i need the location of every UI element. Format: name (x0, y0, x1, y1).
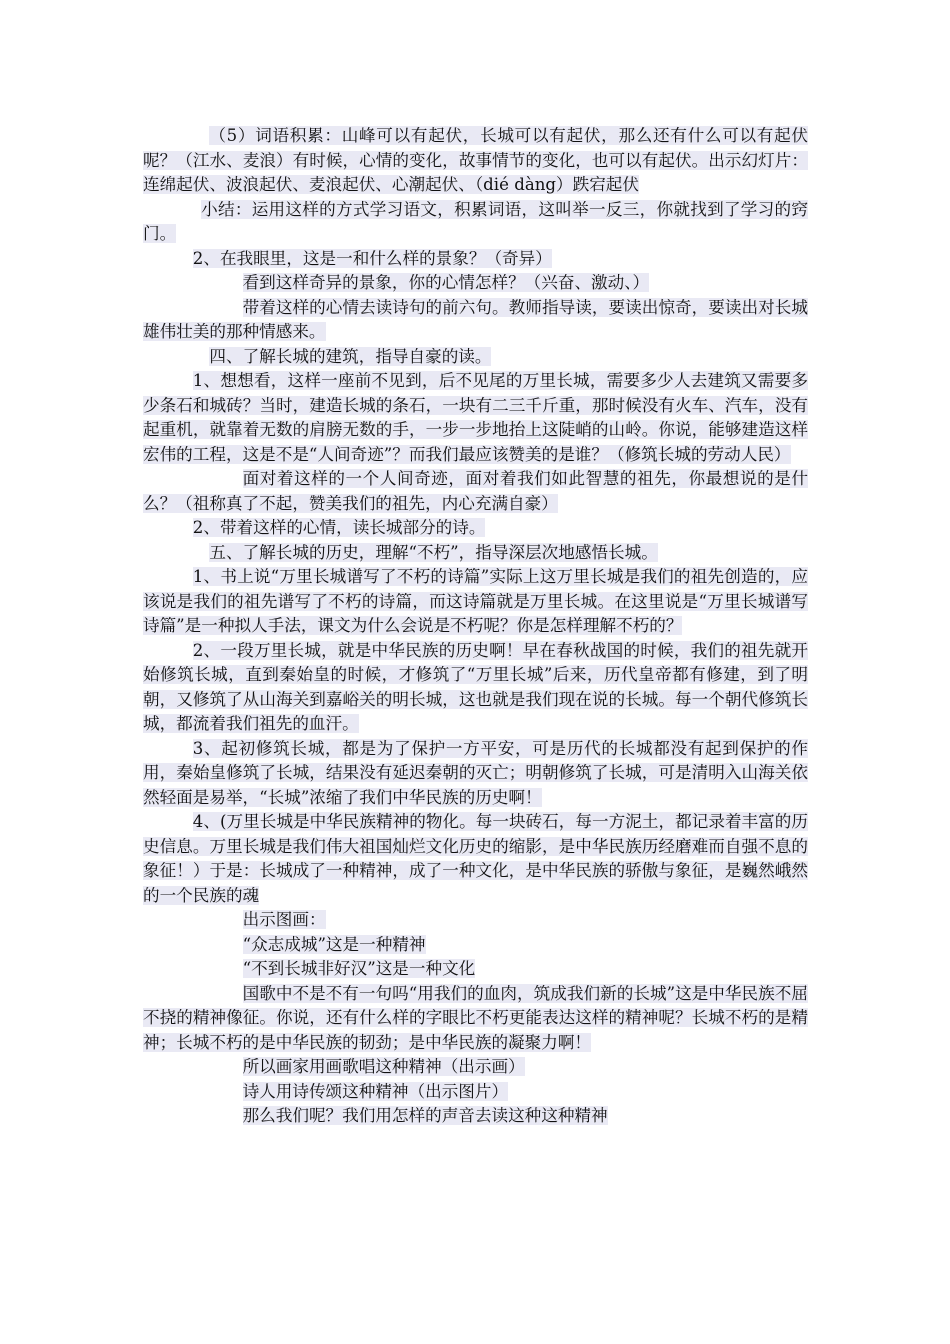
paragraph-summary: 小结：运用这样的方式学习语文，积累词语，这叫举一反三，你就找到了学习的窍门。 (143, 199, 808, 243)
section-heading-4: 四、了解长城的建筑，指导自豪的读。 (209, 346, 492, 366)
paragraph-anthem: 国歌中不是不有一句吗“用我们的血肉，筑成我们新的长城”这是中华民族不屈不挠的精神像征。你说，还有什么样的字眼比不朽更能表达这样的精神呢？长城不朽的是精神；长城不朽的是中华民族的韧劲；是中华民族的凝聚力啊！ (143, 983, 808, 1052)
paragraph-closing-question: 那么我们呢？我们用怎样的声音去读这种这种精神 (242, 1106, 608, 1125)
paragraph-history-1: 1、书上说“万里长城谱写了不朽的诗篇”实际上这万里长城是我们的祖先创造的，应该说是我们的祖先谱写了不朽的诗篇，而这诗篇就是万里长城。在这里说是“万里长城谱写诗篇”是一种拟人手法，课文为什么会说是不朽呢？你是怎样理解不朽的？ (143, 567, 808, 635)
paragraph-word-accumulation: （5）词语积累：山峰可以有起伏，长城可以有起伏，那么还有什么可以有起伏呢？（江水、麦浪）有时候，心情的变化，故事情节的变化，也可以有起伏。出示幻灯片：连绵起伏、波浪起伏、麦浪起伏、心潮起伏、（dié dàng）跌宕起伏 (143, 126, 808, 194)
paragraph-history-2: 2、一段万里长城，就是中华民族的历史啊！早在春秋战国的时候，我们的祖先就开始修筑长城，直到秦始皇的时候，才修筑了“万里长城”后来，历代皇帝都有修建，到了明朝，又修筑了从山海关到嘉峪关的明长城，这也就是我们现在说的长城。每一个朝代修筑长城，都流着我们祖先的血汗。 (143, 640, 808, 733)
document-body (143, 124, 808, 1129)
paragraph-miracle: 面对着这样的一个人间奇迹，面对着我们如此智慧的祖先，你最想说的是什么？（祖称真了不起，赞美我们的祖先，内心充满自豪） (143, 469, 808, 513)
paragraph-question-2: 2、在我眼里，这是一和什么样的景象？（奇异） (192, 248, 552, 268)
paragraph-feeling: 看到这样奇异的景象，你的心情怎样？（兴奋、激动、） (242, 273, 650, 292)
paragraph-culture: “不到长城非好汉”这是一种文化 (242, 959, 476, 978)
section-heading-5: 五、了解长城的历史，理解“不朽”，指导深层次地感悟长城。 (209, 542, 658, 562)
paragraph-spirit: “众志成城”这是一种精神 (242, 934, 426, 954)
paragraph-poet: 诗人用诗传颂这种精神（出示图片） (242, 1081, 509, 1101)
paragraph-history-3: 3、起初修筑长城，都是为了保护一方平安，可是历代的长城都没有起到保护的作用，秦始皇修筑了长城，结果没有延迟秦朝的灭亡；明朝修筑了长城，可是清明入山海关依然轻面是易举，“长城”浓缩了我们中华民族的历史啊！ (143, 738, 808, 807)
paragraph-painter: 所以画家用画歌唱这种精神（出示画） (242, 1057, 525, 1076)
paragraph-history-4: 4、(万里长城是中华民族精神的物化。每一块砖石，每一方泥土，都记录着丰富的历史信息。万里长城是我们伟大祖国灿烂文化历史的缩影，是中华民族历经磨难而自强不息的象征！）于是：长城成了一种精神，成了一种文化，是中华民族的骄傲与象征，是巍然峨然的一个民族的魂 (143, 812, 808, 905)
paragraph-show-picture: 出示图画： (242, 910, 326, 929)
paragraph-read-guidance: 带着这样的心情去读诗句的前六句。教师指导读，要读出惊奇，要读出对长城雄伟壮美的那种情感来。 (143, 297, 808, 341)
paragraph-construction-1: 1、想想看，这样一座前不见到，后不见尾的万里长城，需要多少人去建筑又需要多少条石和城砖？当时，建造长城的条石，一块有二三千斤重，那时候没有火车、汽车，没有起重机，就靠着无数的肩膀无数的手，一步一步地抬上这陡峭的山岭。你说，能够建造这样宏伟的工程，这是不是“人间奇迹”？而我们最应该赞美的是谁？（修筑长城的劳动人民） (143, 371, 808, 464)
paragraph-construction-2: 2、带着这样的心情，读长城部分的诗。 (192, 518, 486, 537)
